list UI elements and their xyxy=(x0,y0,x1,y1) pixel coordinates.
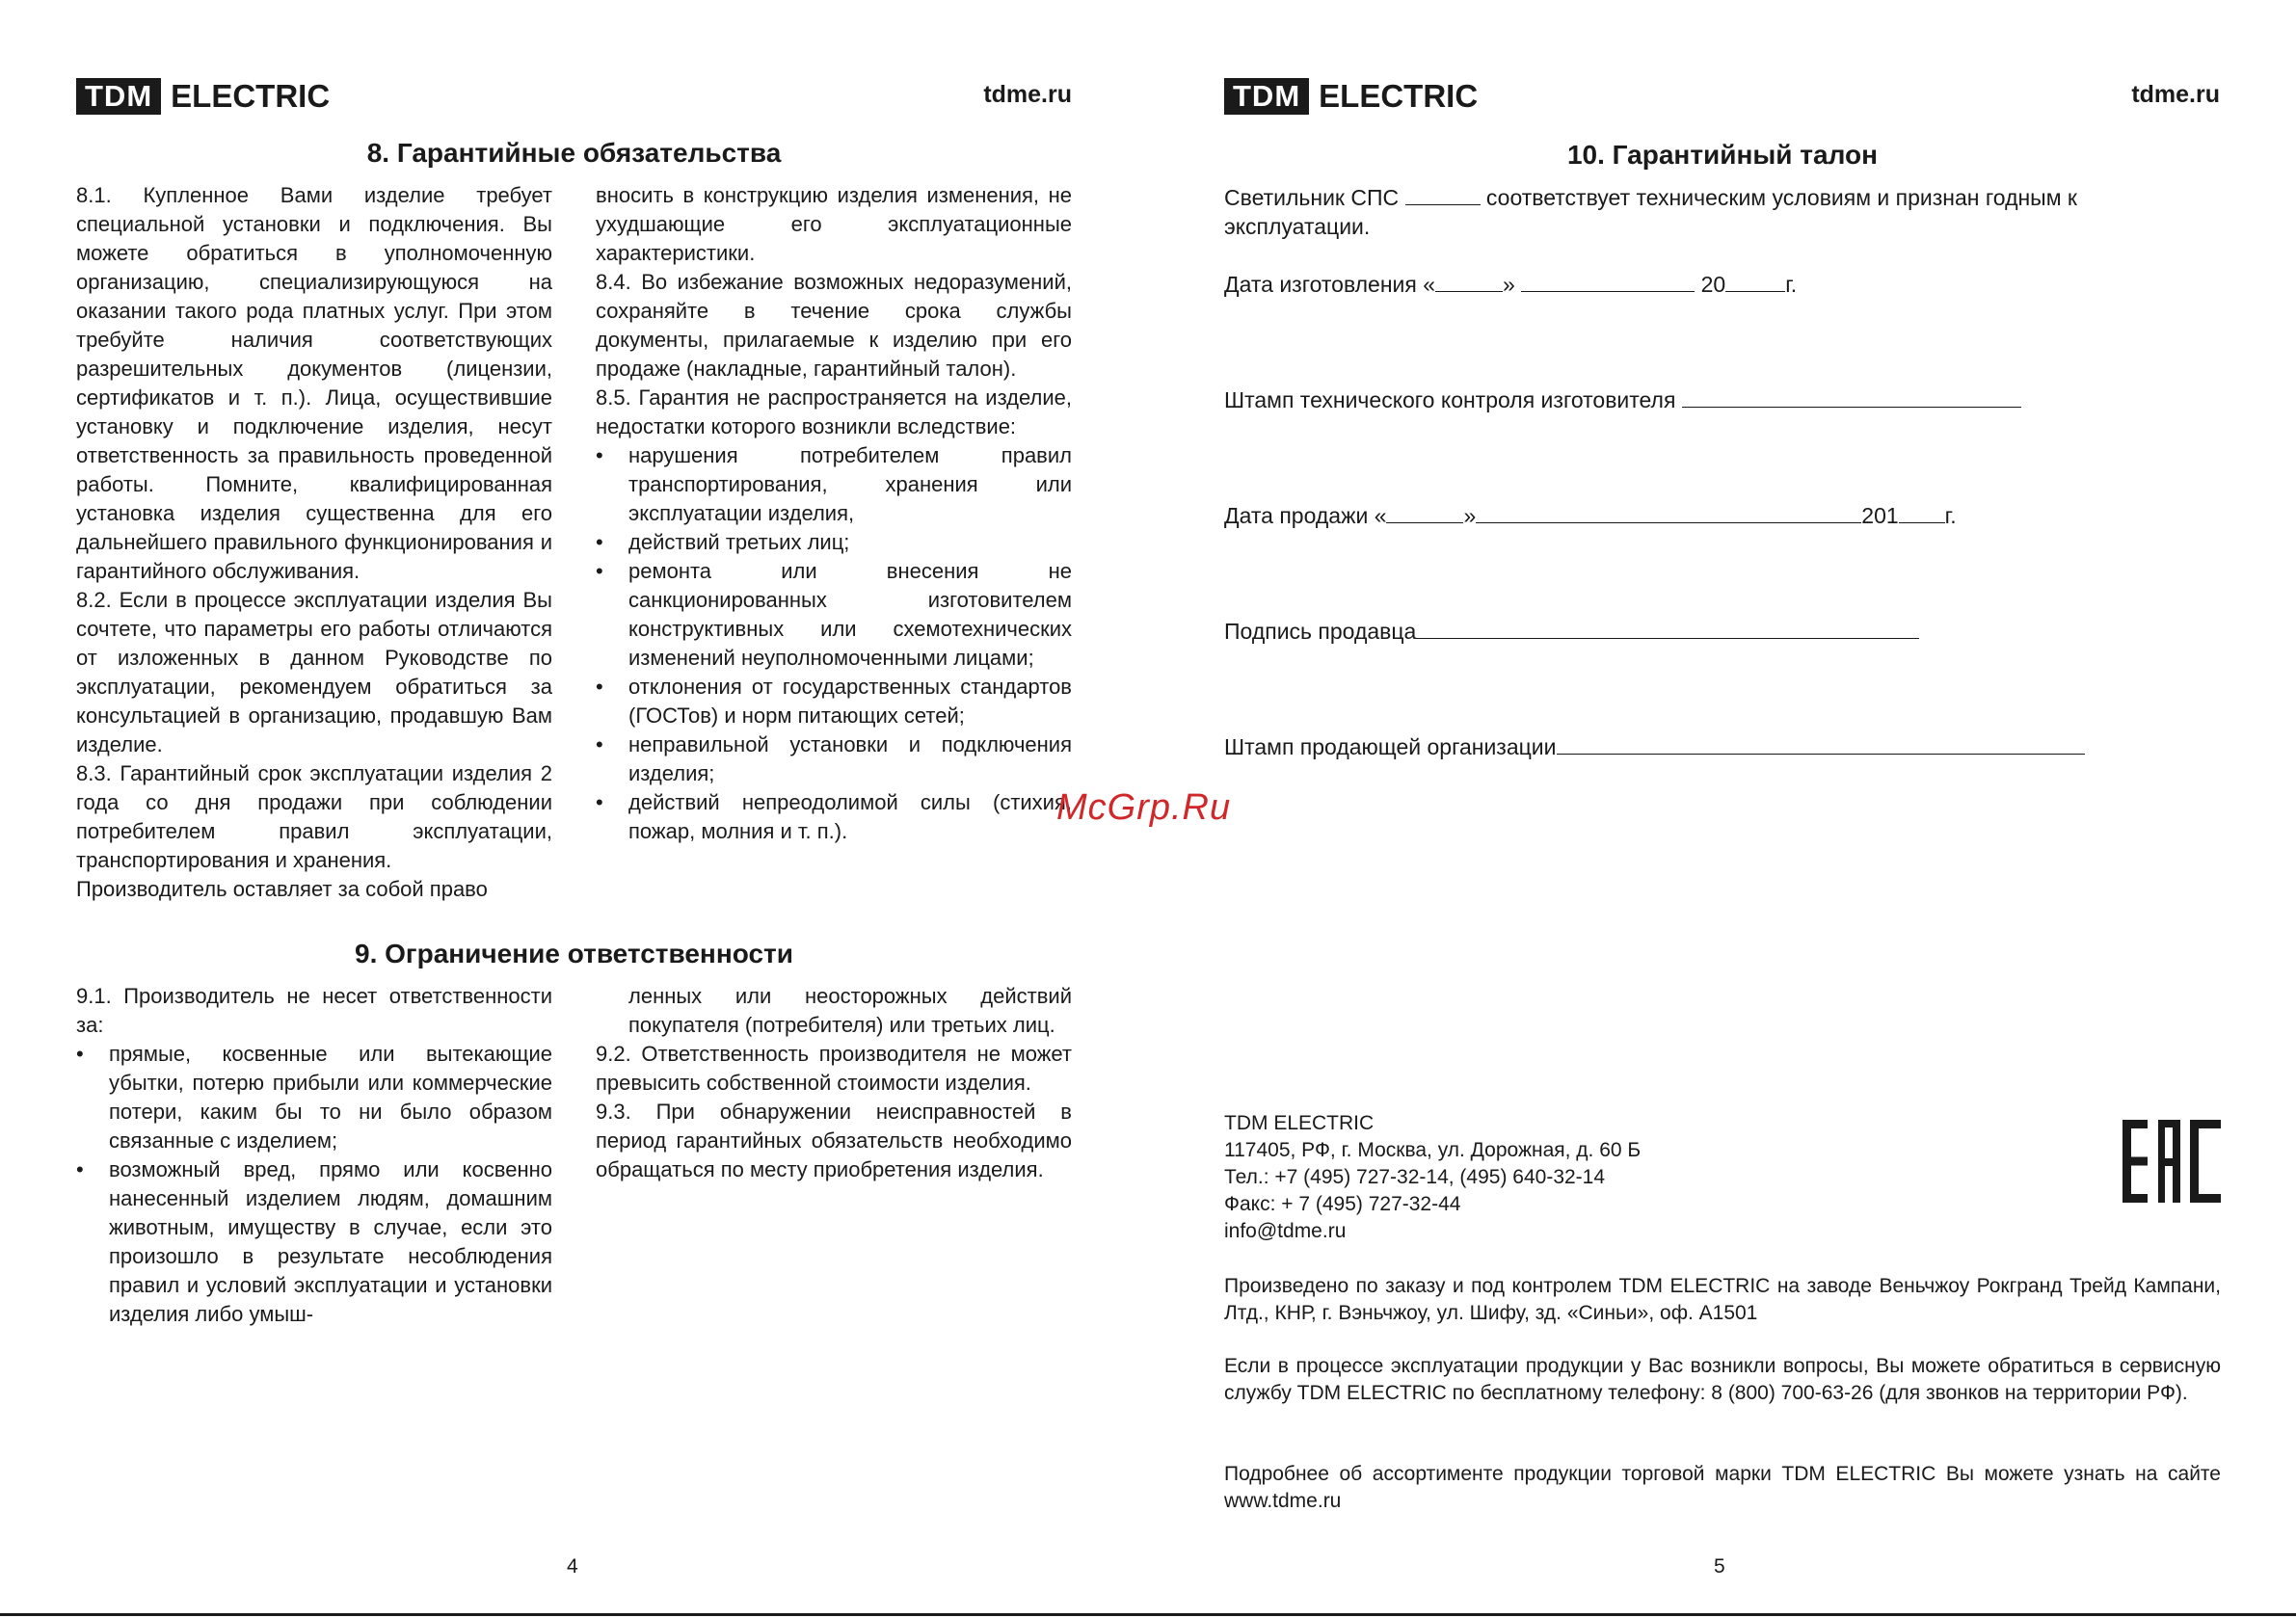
seller-signature-field[interactable] xyxy=(1416,617,1919,639)
section-10-title: 10. Гарантийный талон xyxy=(1566,140,1879,170)
year-suffix: г. xyxy=(1785,272,1798,297)
sale-month-field[interactable] xyxy=(1476,501,1861,523)
manufactured-note: Произведено по заказу и под контролем TDM ELECTRIC на заводе Веньчжоу Рокгранд Трейд Кампани, Лтд., КНР, г. Вэньчжоу, ул. Шифу, зд. «Синьи», оф. А1501 xyxy=(1224,1275,2221,1324)
section-9-column-1 xyxy=(76,982,552,1329)
list-item: • действий непреодолимой силы (стихия, пожар, молния и т. п.). xyxy=(596,788,1072,846)
section-8-column-1 xyxy=(76,181,552,904)
product-model-field[interactable] xyxy=(1405,183,1481,205)
intro-conformity-text: соответствует техническим условиям и признан годным к xyxy=(1485,185,2077,210)
year-prefix: 20 xyxy=(1700,272,1726,297)
list-item: • возможный вред, прямо или косвенно нанесенный изделием людям, домашним животным, имуществу в случае, если это произошло в результате несоблюдения правил и условий эксплуатации и установки изделия либо умыш- xyxy=(76,1155,552,1329)
paragraph-9-2: 9.2. Ответственность производителя не может превысить собственной стоимости изделия. xyxy=(596,1042,1072,1095)
list-item: • ремонта или внесения не санкционированных изготовителем конструктивных или схемотехнических изменений неуполномоченными лицами; xyxy=(596,557,1072,673)
qc-stamp-field[interactable] xyxy=(1682,385,2021,408)
paragraph-9-3: 9.3. При обнаружении неисправностей в период гарантийных обязательств необходимо обращаться по месту приобретения изделия. xyxy=(596,1100,1072,1181)
logo-tdm-box: TDM xyxy=(1224,78,1309,115)
logo-electric-text: ELECTRIC xyxy=(1319,78,1479,114)
qc-stamp-line xyxy=(1224,385,2021,414)
seller-signature-line xyxy=(1224,617,1919,646)
quote-close: » xyxy=(1463,503,1477,528)
manufacture-day-field[interactable] xyxy=(1435,270,1503,292)
qc-stamp-label: Штамп технического контроля изготовителя xyxy=(1224,387,1676,412)
paragraph-8-3-cont: Производитель оставляет за собой право xyxy=(76,877,488,901)
year-prefix: 201 xyxy=(1861,503,1899,528)
sale-date-line xyxy=(1224,501,1957,530)
sale-date-label: Дата продажи « xyxy=(1224,503,1387,528)
more-info-note: Подробнее об ассортименте продукции торговой марки TDM ELECTRIC Вы можете узнать на сайте www.tdme.ru xyxy=(1224,1463,2221,1512)
list-item: • действий третьих лиц; xyxy=(596,528,1072,557)
page-number: 4 xyxy=(567,1555,578,1578)
section-8-column-2 xyxy=(596,181,1072,846)
logo-electric-text: ELECTRIC xyxy=(171,78,331,114)
company-fax: Факс: + 7 (495) 727-32-44 xyxy=(1224,1193,1461,1215)
logo-tdm-box: TDM xyxy=(76,78,161,115)
page-number: 5 xyxy=(1714,1555,1725,1578)
seller-stamp-label: Штамп продающей организации xyxy=(1224,734,1557,759)
paragraph-8-5: 8.5. Гарантия не распространяется на изделие, недостатки которого возникли вследствие: xyxy=(596,385,1072,438)
year-suffix: г. xyxy=(1944,503,1957,528)
manufacture-month-field[interactable] xyxy=(1521,270,1695,292)
company-phone: Тел.: +7 (495) 727-32-14, (495) 640-32-14 xyxy=(1224,1166,1606,1188)
company-name: TDM ELECTRIC xyxy=(1224,1112,1375,1134)
list-item: • отклонения от государственных стандартов (ГОСТов) и норм питающих сетей; xyxy=(596,673,1072,730)
seller-stamp-line xyxy=(1224,732,2085,761)
sale-day-field[interactable] xyxy=(1386,501,1463,523)
sale-year-field[interactable] xyxy=(1899,501,1945,523)
list-item: • прямые, косвенные или вытекающие убытки, потерю прибыли или коммерческие потери, каким бы то ни было образом связанные с изделием; xyxy=(76,1040,552,1155)
paragraph-8-4: 8.4. Во избежание возможных недоразумений, сохраняйте в течение срока службы документы, прилагаемые к изделию при его продаже (накладные, гарантийный талон). xyxy=(596,270,1072,381)
list-item: • нарушения потребителем правил транспортирования, хранения или эксплуатации изделия, xyxy=(596,441,1072,528)
paragraph-9-1: 9.1. Производитель не несет ответственности за: xyxy=(76,984,552,1037)
site-url: tdme.ru xyxy=(983,81,1072,108)
manufacture-year-field[interactable] xyxy=(1725,270,1785,292)
contact-block xyxy=(1224,1110,2221,1245)
site-url: tdme.ru xyxy=(2131,81,2220,108)
watermark-text: McGrp.Ru xyxy=(1056,787,1232,828)
eac-certification-mark xyxy=(2122,1120,2221,1203)
list-item: • неправильной установки и подключения изделия; xyxy=(596,730,1072,788)
section-8-title: 8. Гарантийные обязательства xyxy=(366,138,782,168)
intro-product-label: Светильник СПС xyxy=(1224,185,1400,210)
seller-signature-label: Подпись продавца xyxy=(1224,619,1417,644)
company-email[interactable]: info@tdme.ru xyxy=(1224,1220,1347,1242)
section-9-title: 9. Ограничение ответственности xyxy=(355,939,793,968)
right-page xyxy=(1148,0,2296,1618)
warranty-intro-line-2 xyxy=(1224,212,1370,241)
paragraph-8-3-tail: вносить в конструкцию изделия изменения, не ухудшающие его эксплуатационные характеристики. xyxy=(596,183,1072,265)
paragraph-8-1: 8.1. Купленное Вами изделие требует специальной установки и подключения. Вы можете обратиться в уполномоченную организацию, специализирующуюся на оказании такого рода платных услуг. При этом требуйте наличия соответствующих разрешительных документов (лицензии, сертификатов и т. п.). Лица, осуществившие установку и подключение изделия, несут ответственность за правильность проведенной работы. Помните, квалифицированная установка изделия существенна для его дальнейшего правильного функционирования и гарантийного обслуживания. xyxy=(76,183,552,583)
seller-stamp-field[interactable] xyxy=(1557,732,2085,755)
bottom-divider xyxy=(0,1613,2296,1616)
paragraph-8-2: 8.2. Если в процессе эксплуатации изделия Вы сочтете, что параметры его работы отличаются от изложенных в данном Руководстве по эксплуатации, рекомендуем обратиться за консультацией в организацию, продавшую Вам изделие. xyxy=(76,588,552,756)
quote-close: » xyxy=(1503,272,1515,297)
manufacture-date-line xyxy=(1224,270,1797,299)
manufacture-date-label: Дата изготовления « xyxy=(1224,272,1436,297)
brand-logo xyxy=(1224,77,1478,116)
warranty-intro-line xyxy=(1224,183,2077,212)
company-address: 117405, РФ, г. Москва, ул. Дорожная, д. 60 Б xyxy=(1224,1139,1642,1161)
brand-logo xyxy=(76,77,330,116)
service-note: Если в процессе эксплуатации продукции у Вас возникли вопросы, Вы можете обратиться в сервисную службу TDM ELECTRIC по бесплатному телефону: 8 (800) 700-63-26 (для звонков на территории РФ). xyxy=(1224,1355,2221,1404)
bullet-continuation: ленных или неосторожных действий покупателя (потребителя) или третьих лиц. xyxy=(628,984,1072,1037)
intro-conformity-end: эксплуатации. xyxy=(1224,214,1371,239)
section-9-column-2 xyxy=(596,982,1072,1184)
paragraph-8-3: 8.3. Гарантийный срок эксплуатации изделия 2 года со дня продажи при соблюдении потребителем правил эксплуатации, транспортирования и хранения. xyxy=(76,761,552,872)
